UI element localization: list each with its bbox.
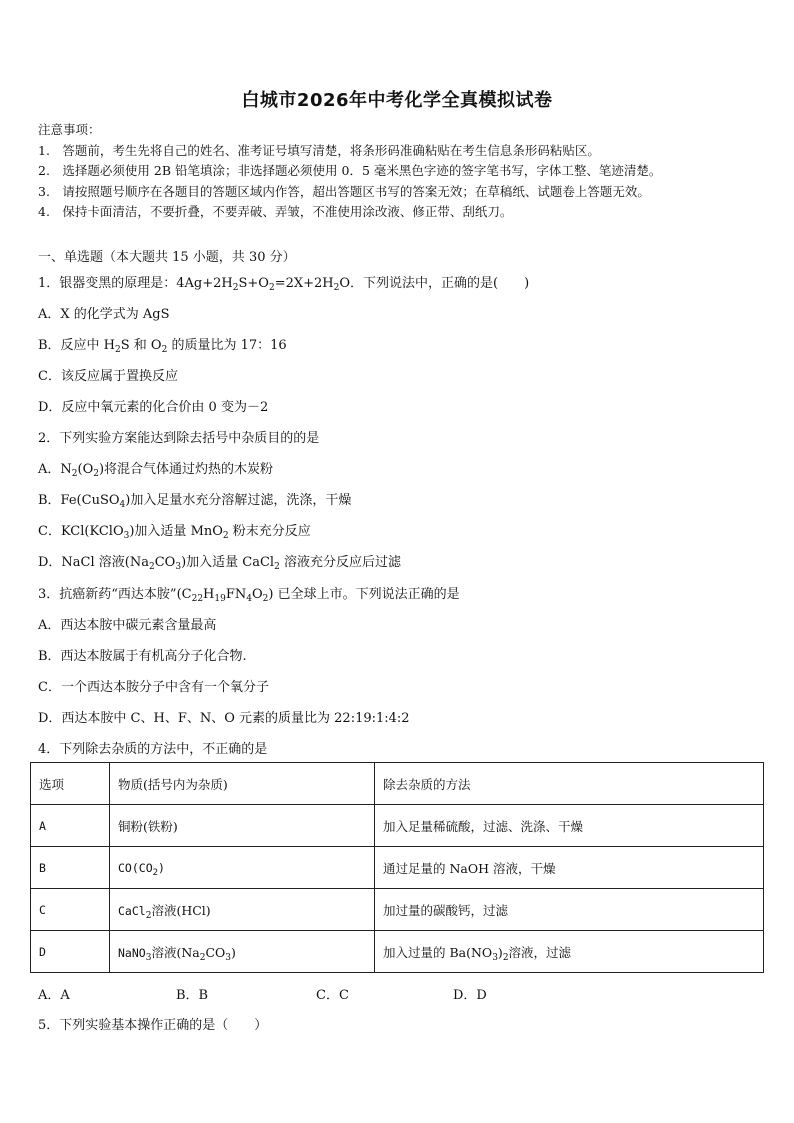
table-cell-method: 加入足量稀硫酸，过滤、洗涤、干燥 (375, 805, 764, 847)
q5-stem: 5．下列实验基本操作正确的是（ ） (38, 1018, 268, 1033)
table-cell-option: D (31, 931, 110, 973)
table-cell-option: B (31, 847, 110, 889)
q4-stem: 4．下列除去杂质的方法中，不正确的是 (38, 742, 268, 757)
q1-option-a: A．X 的化学式为 AgS (38, 307, 170, 322)
table-cell-method: 通过足量的 NaOH 溶液，干燥 (375, 847, 764, 889)
note-item: 3. 请按照题号顺序在各题目的答题区域内作答，超出答题区书写的答案无效；在草稿纸、试题卷上答题无效。 (38, 183, 650, 199)
q1-option-b: B．反应中 $H_2S$ 和 $O_2$ 的质量比为 17：16 (38, 338, 287, 355)
table-row (31, 931, 764, 973)
q4-option-c: C．C (316, 988, 349, 1003)
table-header-cell: 物质(括号内为杂质) (110, 763, 375, 805)
table-cell-substance: 铜粉(铁粉) (110, 805, 375, 847)
table-cell-substance: NaNO$_3$溶液$(Na_2CO_3)$ (110, 931, 375, 973)
q3-option-c: C．一个西达本胺分子中含有一个氧分子 (38, 680, 269, 695)
table-row (31, 889, 764, 931)
table-cell-substance: CaCl$_2$溶液(HCl) (110, 889, 375, 931)
q4-option-a: A．A (38, 988, 70, 1003)
table-cell-method: 加入过量的 $Ba(NO_3)_2$溶液，过滤 (375, 931, 764, 973)
q4-table (30, 762, 764, 973)
q2-option-b: B．Fe(CuSO$_4$)加入足量水充分溶解过滤，洗涤，干燥 (38, 493, 352, 510)
note-item: 2. 选择题必须使用 2B 铅笔填涂；非选择题必须使用 0．5 毫米黑色字迹的签字笔书写，字体工整、笔迹清楚。 (38, 163, 662, 178)
q3-stem: 3．抗癌新药“西达本胺$”(C_{22}H_{19}FN_4O_2)$ 已全球上市。下列说法正确的是 (38, 587, 460, 604)
table-header-row (31, 763, 764, 805)
table-cell-option: C (31, 889, 110, 931)
page-title: 白城市2026年中考化学全真模拟试卷 (241, 90, 553, 111)
q2-option-d: D．NaCl 溶液$(Na_2CO_3)$加入适量 CaCl$_2$ 溶液充分反应后过滤 (38, 555, 401, 572)
note-item: 1. 答题前，考生先将自己的姓名、准考证号填写清楚，将条形码准确粘贴在考生信息条形码粘贴区。 (38, 142, 600, 158)
table-header-cell: 除去杂质的方法 (375, 763, 764, 805)
table-header-cell: 选项 (31, 763, 110, 805)
table-cell-method: 加过量的碳酸钙，过滤 (375, 889, 764, 931)
table-cell-substance: $CO(CO_2)$ (110, 847, 375, 889)
notes-block (38, 120, 768, 223)
q1-stem: 1．银器变黑的原理是：$4Ag+2H_2S+O_2=2X+2H_2O$．下列说法中，正确的是( ) (38, 276, 530, 293)
section-heading: 一、单选题（本大题共 15 小题，共 30 分） (38, 250, 296, 265)
q1-option-d: D．反应中氧元素的化合价由 0 变为－2 (38, 400, 269, 415)
table-row (31, 847, 764, 889)
table-row (31, 805, 764, 847)
q4-option-d: D．D (453, 988, 487, 1003)
notes-heading: 注意事项： (38, 122, 101, 137)
q4-option-b: B．B (176, 988, 209, 1003)
q1-option-c: C．该反应属于置换反应 (38, 369, 178, 384)
q2-option-c: C．KCl(KClO$_3$)加入适量 MnO$_2$ 粉末充分反应 (38, 524, 311, 541)
q2-stem: 2．下列实验方案能达到除去括号中杂质目的的是 (38, 431, 320, 446)
note-item: 4. 保持卡面清洁，不要折叠，不要弄破、弄皱，不准使用涂改液、修正带、刮纸刀。 (38, 204, 513, 219)
table-cell-option: A (31, 805, 110, 847)
q3-option-b: B．西达本胺属于有机高分子化合物. (38, 649, 247, 664)
q3-option-a: A．西达本胺中碳元素含量最高 (38, 618, 217, 633)
q2-option-a: A．$N_2(O_2)$将混合气体通过灼热的木炭粉 (38, 462, 274, 479)
q3-option-d: D．西达本胺中 C、H、F、N、O 元素的质量比为 22:19:1:4:2 (38, 711, 410, 726)
